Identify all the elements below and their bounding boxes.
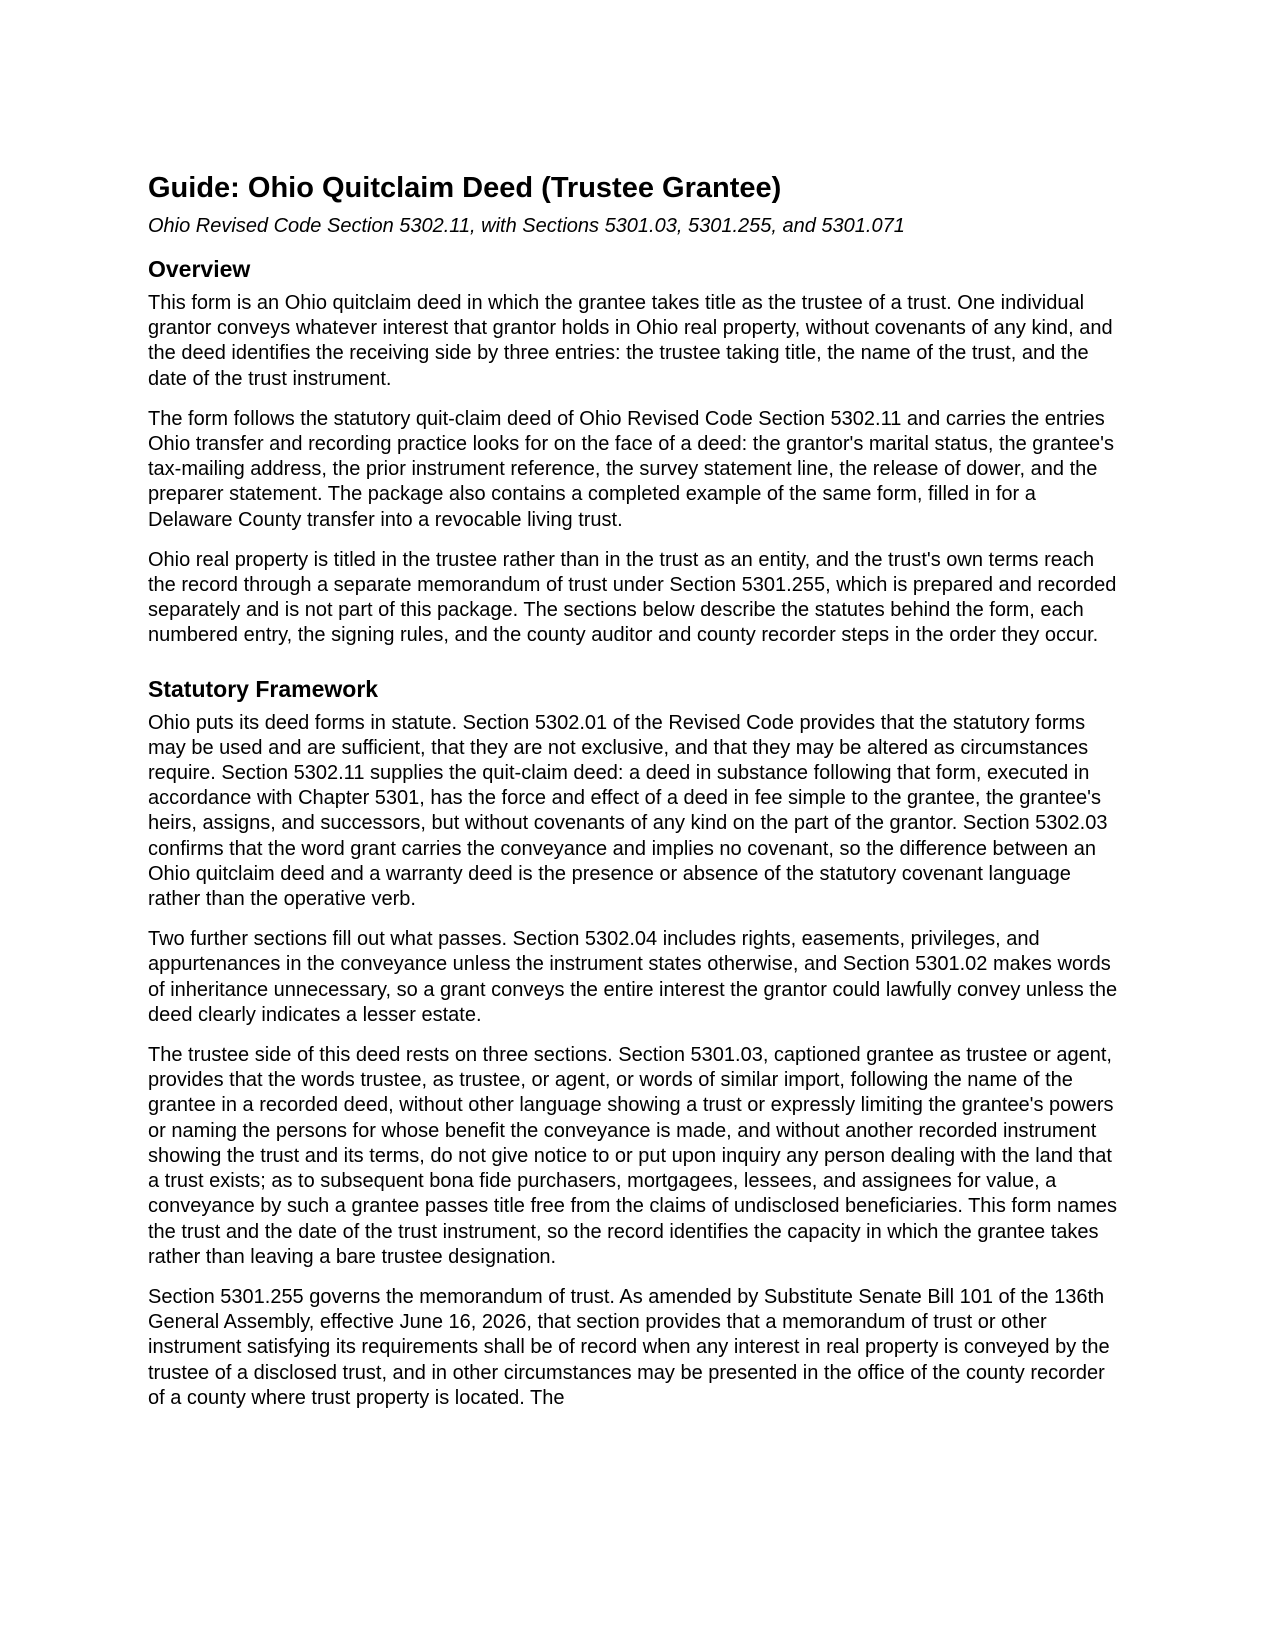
document-page <box>148 170 1123 1426</box>
statutory-paragraph: Section 5301.255 governs the memorandum of trust. As amended by Substitute Senate Bill 101 of the 136th General Assembly, effective June 16, 2026, that section provides that a memorandum of trust or other instrument satisfying its requirements shall be of record when any interest in real property is conveyed by the trustee of a disclosed trust, and in other circumstances may be presented in the office of the county recorder of a county where trust property is located. The <box>148 1285 1110 1409</box>
section-heading-overview: Overview <box>148 256 251 282</box>
overview-paragraph: Ohio real property is titled in the trustee rather than in the trust as an entity, and the trust's own terms reach the record through a separate memorandum of trust under Section 5301.255, which is prepared and recorded separately and is not part of this package. The sections below describe the statutes behind the form, each numbered entry, the signing rules, and the county auditor and county recorder steps in the order they occur. <box>148 548 1117 647</box>
overview-paragraph: The form follows the statutory quit-claim deed of Ohio Revised Code Section 5302.11 and carries the entries Ohio transfer and recording practice looks for on the face of a deed: the grantor's marital status, the grantee's tax-mailing address, the prior instrument reference, the survey statement line, the release of dower, and the preparer statement. The package also contains a completed example of the same form, filled in for a Delaware County transfer into a revocable living trust. <box>148 407 1114 531</box>
document-title: Guide: Ohio Quitclaim Deed (Trustee Grantee) <box>148 172 782 204</box>
statutory-paragraph: The trustee side of this deed rests on three sections. Section 5301.03, captioned grantee as trustee or agent, provides that the words trustee, as trustee, or agent, or words of similar import, following the name of the grantee in a recorded deed, without other language showing a trust or expressly limiting the grantee's powers or naming the persons for whose benefit the conveyance is made, and without another recorded instrument showing the trust and its terms, do not give notice to or put upon inquiry any person dealing with the land that a trust exists; as to subsequent bona fide purchasers, mortgagees, lessees, and assignees for value, a conveyance by such a grantee passes title free from the claims of undisclosed beneficiaries. This form names the trust and the date of the trust instrument, so the record identifies the capacity in which the grantee takes rather than leaving a bare trustee designation. <box>148 1044 1117 1268</box>
overview-paragraph: This form is an Ohio quitclaim deed in which the grantee takes title as the trustee of a trust. One individual grantor conveys whatever interest that grantor holds in Ohio real property, without covenants of any kind, and the deed identifies the receiving side by three entries: the trustee taking title, the name of the trust, and the date of the trust instrument. <box>148 292 1113 390</box>
statutory-paragraph: Two further sections fill out what passes. Section 5302.04 includes rights, easements, privileges, and appurtenances in the conveyance unless the instrument states otherwise, and Section 5301.02 makes words of inheritance unnecessary, so a grant conveys the entire interest the grantor could lawfully convey unless the deed clearly indicates a lesser estate. <box>148 928 1118 1026</box>
document-subtitle: Ohio Revised Code Section 5302.11, with Sections 5301.03, 5301.255, and 5301.071 <box>148 215 905 237</box>
section-heading-statutory-framework: Statutory Framework <box>148 675 379 702</box>
statutory-paragraph: Ohio puts its deed forms in statute. Section 5302.01 of the Revised Code provides that the statutory forms may be used and are sufficient, that they are not exclusive, and that they may be altered as circumstances require. Section 5302.11 supplies the quit-claim deed: a deed in substance following that form, executed in accordance with Chapter 5301, has the force and effect of a deed in fee simple to the grantee, the grantee's heirs, assigns, and successors, but without covenants of any kind on the part of the grantor. Section 5302.03 confirms that the word grant carries the conveyance and implies no covenant, so the difference between an Ohio quitclaim deed and a warranty deed is the presence or absence of the statutory covenant language rather than the operative verb. <box>148 711 1108 911</box>
